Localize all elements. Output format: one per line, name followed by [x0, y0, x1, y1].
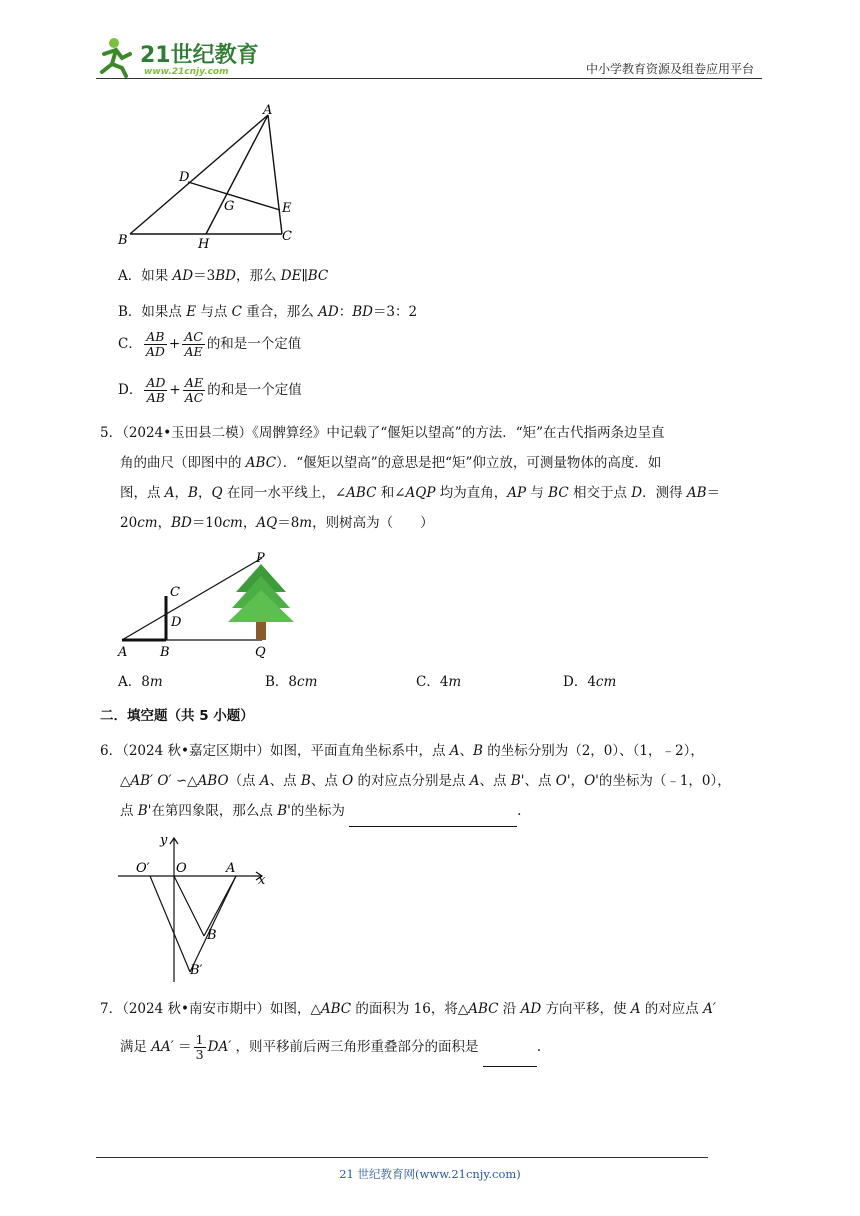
label-x: x — [258, 873, 266, 888]
question-7 — [100, 990, 750, 1067]
q5-option-b: B．8cm — [265, 674, 318, 690]
question-6 — [100, 736, 750, 827]
q4-option-c: C． $\frac{AB}{AD}$ + $\frac{AC}{AE}$ 的和是一个定值 — [118, 329, 302, 359]
q6-line-2: △AB′ O′ ∽△ABO（点 A、点 B、点 O 的对应点分别是点 A、点 B'、点 O'，O'的坐标为（﹣1，0）， — [120, 773, 731, 789]
label-q: Q — [255, 645, 266, 660]
section-title: 二．填空题（共 5 小题） — [100, 708, 254, 724]
q5-line-4: 20cm，BD＝10cm，AQ＝8m，则树高为（ ） — [120, 515, 434, 531]
header-divider — [96, 78, 762, 79]
label-c: C — [282, 229, 292, 244]
label-y: y — [160, 833, 168, 848]
label-o-prime: O′ — [136, 861, 150, 876]
label-g: G — [224, 199, 235, 214]
tree-measure-figure — [110, 548, 310, 662]
logo-runner-icon — [92, 34, 262, 78]
fraction: $\frac{1}{3}$ — [195, 1032, 204, 1062]
coordinate-figure — [112, 826, 282, 984]
label-o: O — [176, 861, 187, 876]
label-a: A — [226, 861, 236, 876]
fraction: $\frac{AB}{AD}$ — [145, 329, 165, 359]
label-d: D — [171, 615, 182, 630]
label-e: E — [282, 201, 292, 216]
triangle-figure — [110, 100, 310, 250]
fraction: $\frac{AD}{AB}$ — [146, 375, 166, 405]
label-a: A — [263, 103, 273, 118]
q5-line-1: 5．（2024•玉田县二模）《周髀算经》中记载了“偃矩以望高”的方法．“矩”在古代指两条边呈直 — [100, 425, 665, 441]
label-b-prime: B′ — [190, 963, 203, 978]
label-b: B — [160, 645, 170, 660]
figure-q4 — [110, 100, 310, 250]
tree-icon — [228, 564, 294, 640]
q7-line-2: 满足 AA′ ＝ $\frac{1}{3}$ DA′ ，则平移前后两三角形重叠部分的面积是 . — [100, 1028, 750, 1067]
platform-title: 中小学教育资源及组卷应用平台 — [585, 62, 754, 76]
label-b: B — [207, 928, 217, 943]
q4-option-b: B．如果点 E 与点 C 重合，那么 AD：BD＝3：2 — [118, 304, 418, 320]
q5-option-d: D．4cm — [563, 674, 617, 690]
q6-line-3: 点 B'在第四象限，那么点 B'的坐标为 . — [100, 796, 750, 827]
fraction: $\frac{AE}{AC}$ — [184, 375, 204, 405]
figure-q6 — [112, 826, 282, 984]
q5-line-3: 图，点 A，B，Q 在同一水平线上，∠ABC 和∠AQP 均为直角，AP 与 BC 相交于点 D．测得 AB＝ — [120, 485, 721, 501]
label-d: D — [179, 170, 190, 185]
figure-q5 — [110, 548, 310, 662]
q4-option-a: A．如果 AD＝3BD，那么 DE∥BC — [118, 268, 329, 284]
footer-text[interactable]: 21 世纪教育网(www.21cnjy.com) — [339, 1167, 521, 1181]
q5-option-c: C．4m — [416, 674, 462, 690]
q5-line-2: 角的曲尺（即图中的 ABC）．“偃矩以望高”的意思是把“矩”仰立放，可测量物体的高度．如 — [120, 455, 662, 471]
q4-option-d: D． $\frac{AD}{AB}$ + $\frac{AE}{AC}$ 的和是一个定值 — [118, 375, 302, 405]
logo-url: www.21cnjy.com — [144, 67, 229, 77]
question-5 — [100, 418, 750, 538]
q6-line-1: 6．（2024 秋•嘉定区期中）如图，平面直角坐标系中，点 A、B 的坐标分别为（2，0）、（1，﹣2）， — [100, 743, 704, 759]
label-b: B — [118, 233, 128, 248]
label-a: A — [118, 645, 128, 660]
footer-divider — [96, 1157, 708, 1158]
label-h: H — [198, 237, 210, 250]
label-p: P — [256, 551, 265, 566]
fraction: $\frac{AC}{AE}$ — [184, 329, 203, 359]
logo — [92, 34, 262, 78]
q7-line-1: 7．（2024 秋•南安市期中）如图，△ABC 的面积为 16，将△ABC 沿 AD 方向平移，使 A 的对应点 A′ — [100, 1001, 716, 1017]
q5-option-a: A．8m — [118, 674, 163, 690]
label-c: C — [170, 585, 180, 600]
answer-blank[interactable] — [349, 796, 517, 827]
logo-text: 21世纪教育 — [140, 43, 259, 68]
answer-blank[interactable] — [483, 1028, 537, 1067]
